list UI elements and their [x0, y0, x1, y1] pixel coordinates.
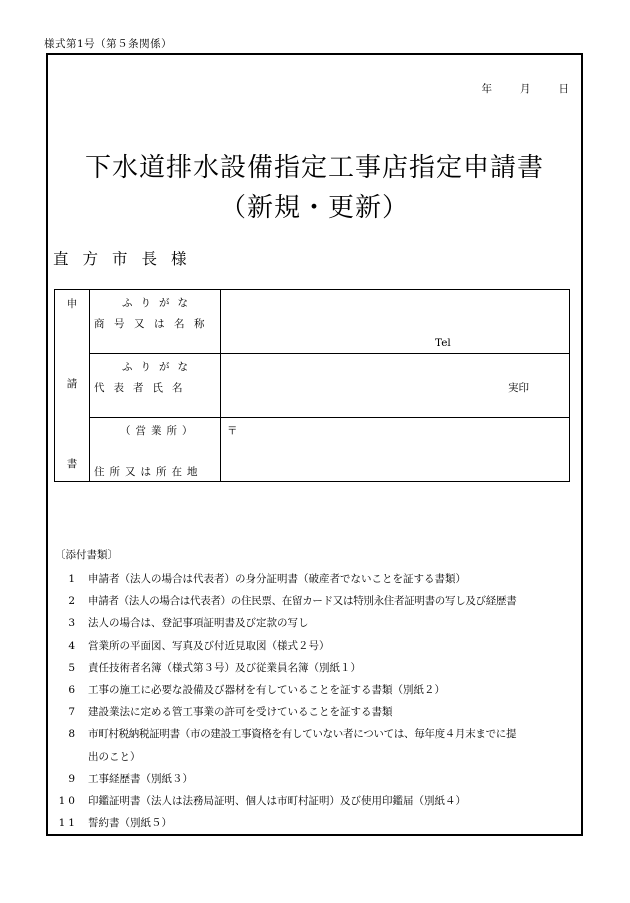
- representative-name-field[interactable]: [221, 354, 570, 418]
- list-item: 4 営業所の平面図、写真及び付近見取図（様式２号）: [68, 639, 330, 652]
- side-label-char: 申: [66, 298, 78, 310]
- document-subtitle: （新規・更新）: [219, 193, 409, 223]
- addressee: 直方市長様: [53, 250, 201, 268]
- company-name-field[interactable]: [221, 290, 570, 354]
- representative-name-label: 代表者氏名: [94, 382, 192, 394]
- company-name-label: 商号又は名称: [94, 318, 214, 330]
- tel-label: Tel: [435, 337, 451, 349]
- office-label: （営業所）: [120, 425, 198, 437]
- list-item: 10 印鑑証明書（法人は法務局証明、個人は市町村証明）及び使用印鑑届（別紙４）: [58, 795, 466, 808]
- seal-label: 実印: [508, 382, 529, 394]
- side-label-char: 請: [66, 378, 78, 390]
- applicant-table: [54, 289, 570, 482]
- list-item: 2 申請者（法人の場合は代表者）の住民票、在留カード又は特別永住者証明書の写し及び経歴書: [68, 595, 517, 608]
- list-item: 3 法人の場合は、登記事項証明書及び定款の写し: [68, 617, 309, 630]
- date-day-field[interactable]: 日: [558, 83, 569, 95]
- list-item-continuation: 出のこと）: [88, 750, 141, 763]
- document-title: 下水道排水設備指定工事店指定申請書: [84, 153, 544, 183]
- date-month-field[interactable]: 月: [520, 83, 531, 95]
- date-line: [482, 81, 570, 96]
- list-item: 9 工事経歴書（別紙３）: [68, 772, 193, 785]
- list-item: 1 申請者（法人の場合は代表者）の身分証明書（破産者でないことを証する書類）: [68, 573, 466, 585]
- address-field[interactable]: [221, 418, 570, 482]
- company-furigana-label: ふりがな: [122, 297, 196, 309]
- applicant-side-label: [55, 290, 90, 482]
- address-label: 住所又は所在地: [94, 466, 203, 478]
- list-item: 11 誓約書（別紙５）: [58, 817, 172, 830]
- form-frame: [46, 53, 583, 836]
- representative-furigana-label: ふりがな: [122, 361, 196, 373]
- list-item: 7 建設業法に定める管工事業の許可を受けていることを証する書類: [68, 706, 393, 719]
- list-item: 8 市町村税納税証明書（市の建設工事資格を有していない者については、毎年度４月末までに提: [68, 728, 517, 741]
- attachments-heading: 〔添付書類〕: [55, 549, 118, 561]
- representative-label-cell: [90, 354, 221, 418]
- company-label-cell: [90, 290, 221, 354]
- side-label-char: 書: [66, 458, 78, 470]
- list-item: 6 工事の施工に必要な設備及び器材を有していることを証する書類（別紙２）: [68, 684, 445, 697]
- address-label-cell: [90, 418, 221, 482]
- list-item: 5 責任技術者名簿（様式第３号）及び従業員名簿（別紙１）: [68, 661, 361, 674]
- attachments-list: [48, 568, 583, 834]
- postal-mark: 〒: [227, 425, 238, 437]
- form-number-label: 様式第1号（第５条関係）: [44, 38, 173, 50]
- date-year-field[interactable]: 年: [481, 83, 492, 95]
